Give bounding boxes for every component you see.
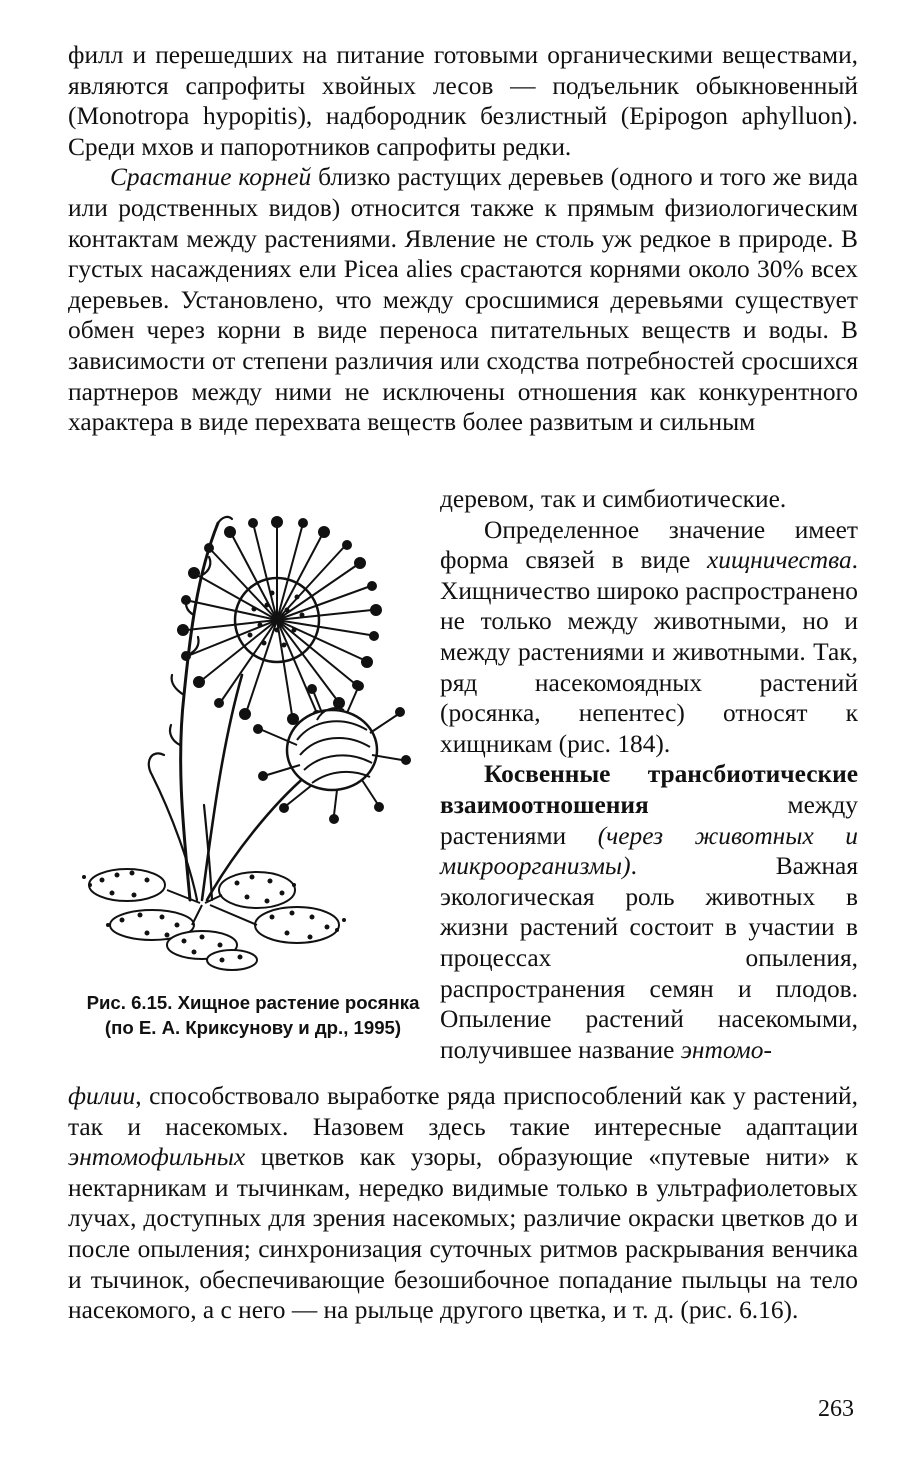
indirect-italic-note: (через животных и микроорганизмы)	[440, 821, 858, 881]
paragraph-root-fusion-tail	[440, 484, 858, 515]
heading-indirect-relations: Косвенные трансбиотические взаимоотношения	[440, 760, 858, 819]
figure-caption: Рис. 6.15. Хищное растение росянка (по Е. А. Криксунову и др., 1995)	[86, 992, 420, 1038]
paragraph-predation	[440, 515, 858, 760]
paragraph-saprophytes	[68, 40, 858, 162]
paragraph-root-fusion-text: близко растущих деревьев (одного и того же вида или родственных видов) относится также к прямым физиологическим контактам между растениями. Явление не столь уж редкое в природе. В густых насаждениях ели Picea alies срастаются корнями около 30% всех деревьев. Установлено, что между сросшимися деревьями существует обмен через корни в виде переноса питательных веществ и воды. В зависимости от степени различия или сходства потребностей сросшихся партнеров между ними не исключены отношения как конкурентного характера в виде перехвата веществ более развитым и сильным	[68, 163, 858, 437]
predation-text-after: . Хищничество широко распространено не только между животными, но и между растениями и животными. Так, ряд насекомоядных растений (росянка, непентес) относят к хищникам (рис. 184).	[440, 546, 858, 758]
entomophily-text-2: цветков как узоры, образующие «путевые нити» к нектарникам и тычинкам, нередко видимые только в ультрафиолетовых лучах, доступных для зрения насекомых; различие окраски цветков до и после опыления; синхронизация суточных ритмов раскрывания венчика и тычинок, обеспечивающие безошибочное попадание пыльцы на тело насекомого, а с него — на рыльце другого цветка, и т. д. (рис. 6.16).	[68, 1143, 858, 1325]
sundew-figure	[72, 505, 432, 985]
page-number: 263	[818, 1396, 854, 1422]
bottom-text-block	[68, 1081, 858, 1326]
term-predation: хищничества	[707, 546, 852, 575]
paragraph-saprophytes-text: филл и перешедших на питание готовыми органическими веществами, являются сапрофиты хвойных лесов — подъельник обыкновенный (Monotropa hypopitis), надбородник безлистный (Epipogon aphylluon). Среди мхов и папоротников сапрофиты редки.	[68, 41, 858, 161]
paragraph-indirect-relations	[440, 759, 858, 1065]
term-entomophilous: энтомофильных	[68, 1143, 246, 1172]
predation-text-before: Определенное значение имеет форма связей в виде	[440, 515, 858, 575]
paragraph-root-fusion	[68, 162, 858, 437]
indirect-text-2: . Важная экологическая роль животных в жизни растений состоит в участии в процессах опыления, распространения семян и плодов. Опыление растений насекомыми, получившее название	[440, 852, 858, 1064]
right-column	[440, 484, 858, 1065]
paragraph-root-fusion-tail-text: деревом, так и симбиотические.	[440, 485, 787, 513]
indirect-text-1: между растениями	[440, 790, 858, 850]
paragraph-entomophily	[68, 1081, 858, 1326]
term-root-fusion: Срастание корней	[110, 163, 312, 192]
entomophily-text-1: , способствовало выработке ряда приспособлений как у растений, так и насекомых. Назовем здесь такие интересные адаптации	[68, 1082, 858, 1141]
sundew-plant-illustration	[72, 505, 432, 985]
term-entomophily-start: энтомо-	[680, 1035, 772, 1064]
term-entomophily-end: филии	[68, 1082, 136, 1110]
top-text-block	[68, 40, 858, 438]
round-leaf-upper	[178, 517, 381, 724]
basal-rosette	[89, 869, 339, 970]
